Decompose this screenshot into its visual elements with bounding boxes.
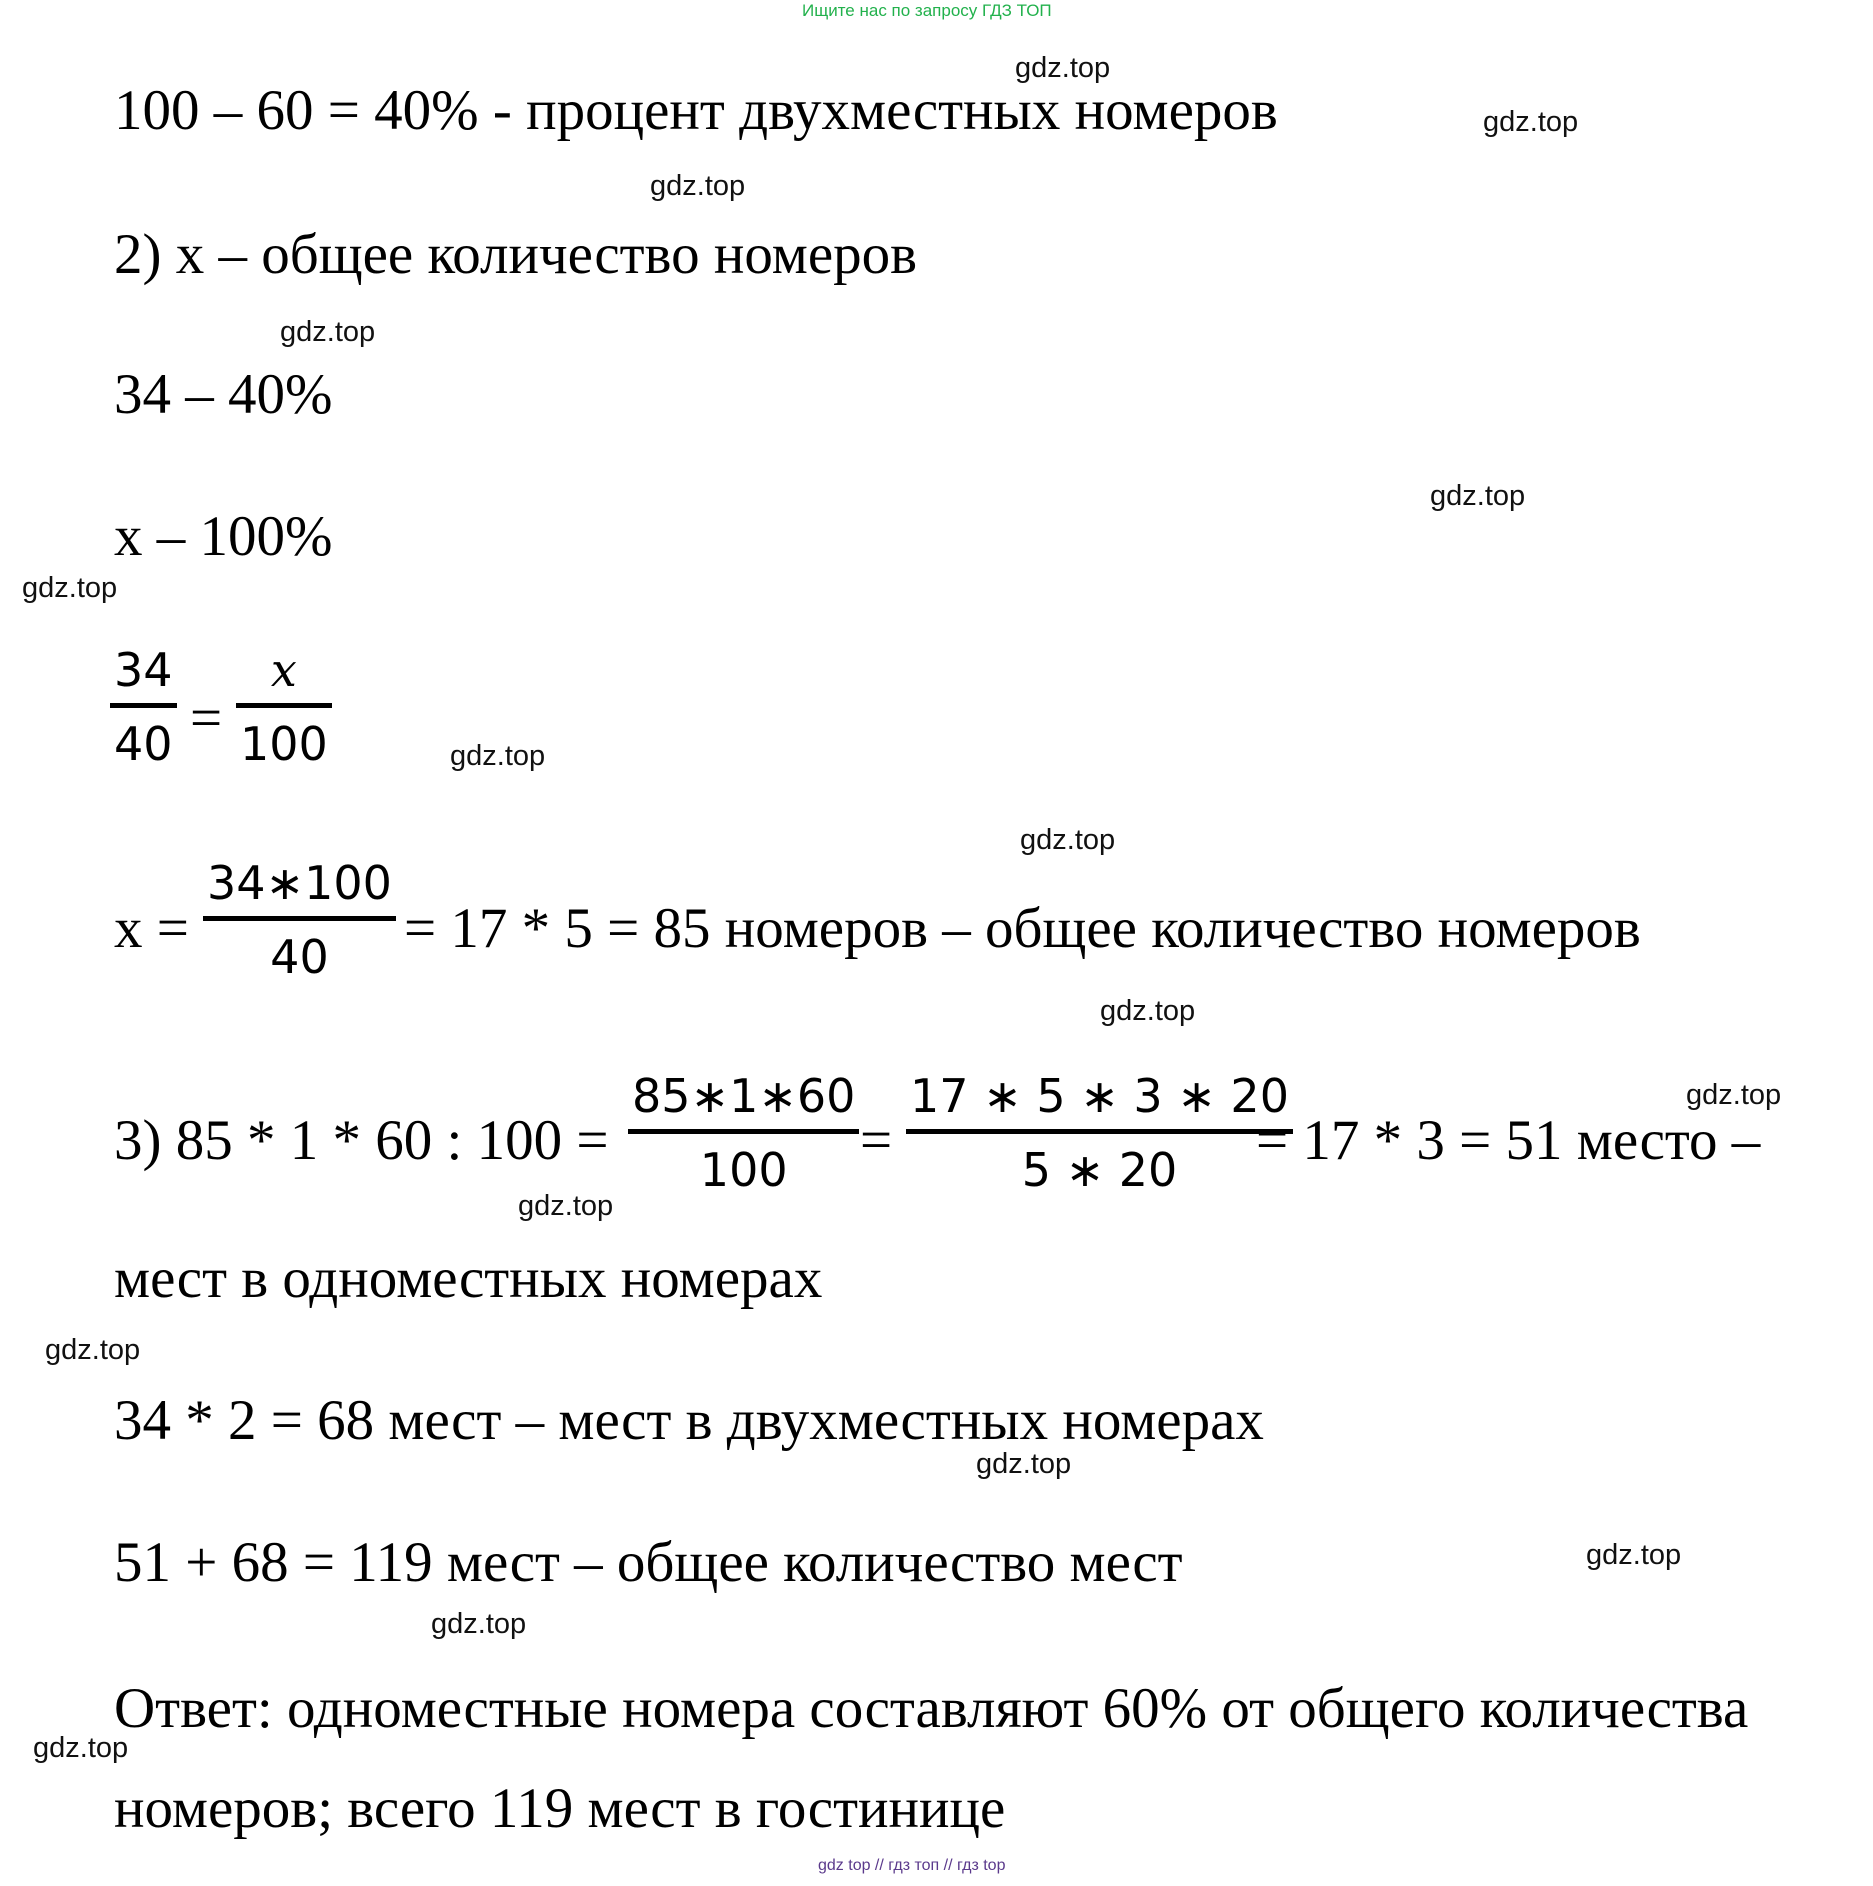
fraction-bar [110,703,177,708]
watermark: gdz.top [431,1608,527,1640]
fraction-denominator: 40 [114,716,173,771]
line-x-100: x – 100% [114,505,333,568]
fraction-numerator: 34 [114,643,173,697]
watermark: gdz.top [1483,106,1579,138]
watermark: gdz.top [976,1448,1072,1480]
line-single-places: мест в одноместных номерах [114,1247,823,1310]
fraction-bar [236,703,332,708]
fraction-bar [906,1129,1293,1134]
watermark: gdz.top [33,1732,129,1764]
fraction-denominator: 100 [240,716,328,771]
watermark: gdz.top [450,740,546,772]
line-two-bed-percent: 100 – 60 = 40% - процент двухместных номеров [114,79,1278,142]
fraction-numerator: 85∗1∗60 [632,1069,856,1123]
watermark: gdz.top [650,170,746,202]
watermark: gdz.top [280,316,376,348]
top-banner: Ищите нас по запросу ГДЗ ТОП [802,1,1052,20]
fraction-x-100 [236,644,332,771]
fraction-denominator: 5 ∗ 20 [1021,1142,1178,1197]
equals-sign: = [860,1109,893,1172]
watermark: gdz.top [518,1190,614,1222]
line-34-40: 34 – 40% [114,363,333,426]
footer-links[interactable]: gdz top // гдз топ // гдз top [818,1857,1006,1874]
x-equals: x = [114,897,189,960]
step3-result: = 17 * 3 = 51 место – [1256,1109,1761,1172]
watermark: gdz.top [1686,1079,1782,1111]
x-result: = 17 * 5 = 85 номеров – общее количество номеров [404,897,1641,960]
line-double-places: 34 * 2 = 68 мест – мест в двухместных номерах [114,1389,1264,1452]
watermark: gdz.top [1020,824,1116,856]
line-total-places: 51 + 68 = 119 мест – общее количество мест [114,1531,1183,1594]
answer-line-1: Ответ: одноместные номера составляют 60% от общего количества [114,1677,1749,1740]
line-define-x: 2) x – общее количество номеров [114,223,918,286]
answer-line-2: номеров; всего 119 мест в гостинице [114,1777,1006,1840]
fraction-34x100-40 [203,857,396,984]
fraction-85x1x60-100 [628,1070,859,1197]
fraction-bar [628,1129,859,1134]
equals-sign: = [190,687,223,750]
watermark: gdz.top [1586,1539,1682,1571]
fraction-numerator: 17 ∗ 5 ∗ 3 ∗ 20 [910,1069,1289,1123]
step3-prefix: 3) 85 * 1 * 60 : 100 = [114,1109,609,1172]
watermark: gdz.top [1430,480,1526,512]
fraction-expanded [906,1070,1293,1197]
fraction-denominator: 100 [699,1142,788,1197]
fraction-denominator: 40 [270,929,329,984]
watermark: gdz.top [1100,995,1196,1027]
watermark: gdz.top [45,1334,141,1366]
fraction-numerator: 34∗100 [207,856,392,910]
fraction-numerator: x [270,643,297,697]
watermark: gdz.top [1015,52,1111,84]
fraction-bar [203,916,396,921]
fraction-34-40 [110,644,177,771]
watermark: gdz.top [22,572,118,604]
